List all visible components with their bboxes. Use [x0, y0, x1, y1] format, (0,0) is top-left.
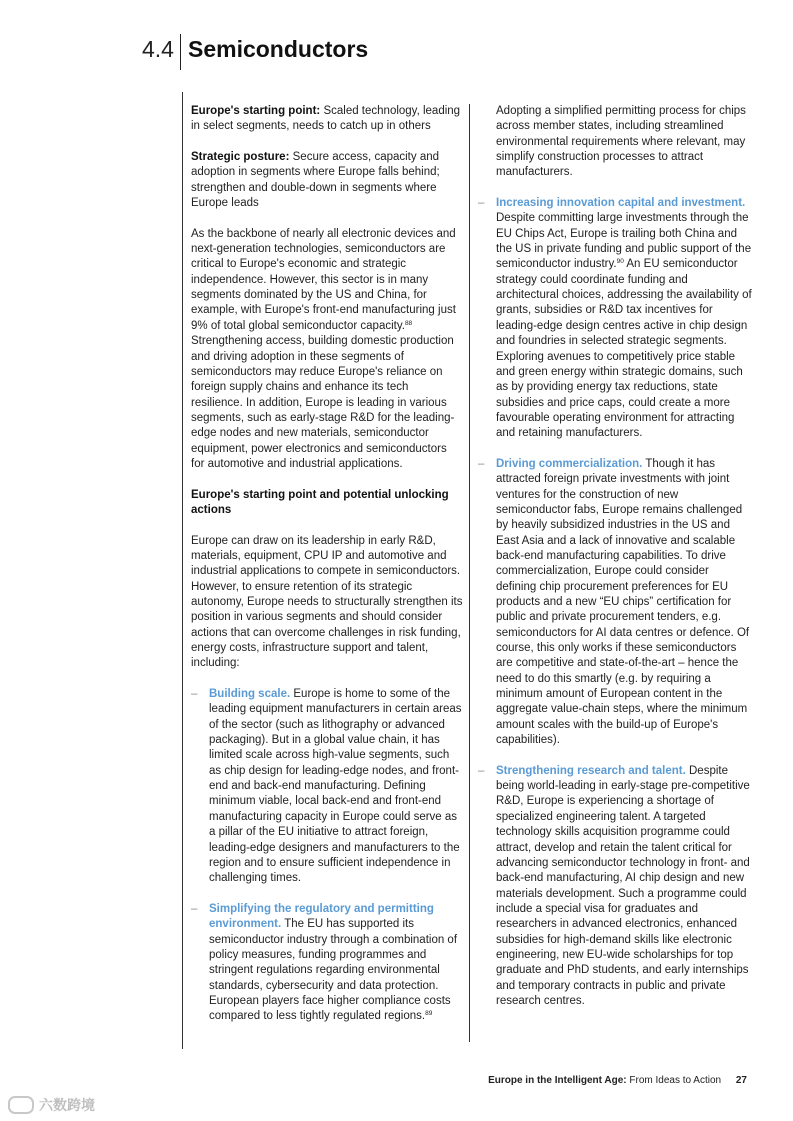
left-column-rule — [182, 92, 183, 1049]
permitting-continuation-paragraph: Adopting a simplified permitting process for chips across member states, including streamlined environmental requirements where relevant, may simplify construction processes to attract manufacturers. — [496, 105, 746, 179]
strategic-posture-paragraph: Strategic posture: Secure access, capacity and adoption in segments where Europe falls behind; strengthen and double-down in segments where Europe leads — [191, 151, 440, 210]
bullet-innovation-capital: – Increasing innovation capital and investment. Despite committing large investments through the EU Chips Act, Europe is trailing both China and the US in private funding and public support of the semiconductor industry.$^{90}$ An EU semiconductor strategy could coordinate funding and architectural choices, addressing the availability of grants, subsidies or R&D tax incentives for leading-edge design centres active in chip design and foundries in selected strategic segments. Exploring avenues to competitively price stable and green energy within strategic domains, such as by providing energy tax reductions, state subsidies and price caps, could create a more favourable operating environment for attracting and retaining manufacturers. — [478, 197, 752, 440]
page-number: 27 — [735, 1075, 747, 1086]
footnote-ref: 88 — [404, 319, 413, 327]
bullet-dash: – — [478, 764, 485, 777]
bullet-dash: – — [191, 902, 198, 915]
starting-point-paragraph: Europe's starting point: Scaled technology, leading in select segments, needs to catch up in others — [191, 105, 461, 133]
middle-column-rule — [469, 104, 470, 1042]
bullet-regulatory-environment: – Simplifying the regulatory and permitting environment. The EU has supported its semiconductor industry through a combination of policy measures, funding programmes and stringent regulations regarding environmental standards, cybersecurity and data protection. European players face higher compliance costs compared to less tightly regulated regions.$^{89}$ — [191, 902, 458, 1023]
bullet-dash: – — [191, 688, 198, 701]
page-footer — [488, 1075, 747, 1086]
right-column — [478, 104, 752, 1025]
footer-report-title: Europe in the Intelligent Age: — [488, 1075, 627, 1086]
footer-subtitle: From Ideas to Action — [629, 1075, 722, 1086]
actions-intro-paragraph: Europe can draw on its leadership in early R&D, materials, equipment, CPU IP and automotive and industrial applications to compete in semiconductors. However, to ensure retention of its strategic autonomy, Europe needs to structurally strengthen its position in various segments and should consider actions that can overcome challenges in risk funding, energy costs, infrastructure support and talent, including: — [191, 534, 463, 670]
bullet-dash: – — [478, 197, 485, 210]
section-number: 4.4 — [142, 36, 174, 62]
watermark — [8, 1095, 95, 1115]
bullet-building-scale: – Building scale. Europe is home to some of the leading equipment manufacturers in certain areas of the sector (such as lithography or advanced packaging). But in a global value chain, it has limited scale across high-value segments, such as chip design for leading-edge nodes, and front-end and back-end manufacturing. Defining minimum viable, local back-end and front-end manufacturing capacity in Europe could serve as a pillar of the EU initiative to attract foreign, leading-edge designers and manufacturers to the region and to ensure sufficient independence in challenging times. — [191, 688, 462, 885]
footnote-ref: 89 — [425, 1010, 433, 1018]
page-title: Semiconductors — [187, 36, 369, 62]
bullet-research-talent: – Strengthening research and talent. Despite being world-leading in early-stage pre-competitive R&D, Europe is experiencing a shortage of specialized engineering talent. A targeted technology skills acquisition programme could attract, develop and retain the talent critical for advancing semiconductor technology in front- and back-end manufacturing, AI chip design and new materials development. Such a programme could include a special visa for graduates and researchers in advanced electronics, enhanced subsidies for high-demand skills like electronic engineering, new EU-wide scholarships for top graduate and PhD students, and early internships and temporary contracts in public and private research centres. — [478, 764, 750, 1007]
section-header — [142, 34, 368, 70]
section-subheading: Europe's starting point and potential unlocking actions — [191, 488, 449, 516]
watermark-text: 六数跨境 — [39, 1097, 95, 1113]
bullet-commercialization: – Driving commercialization. Though it has attracted foreign private investments with joint ventures for the construction of new semiconductor fabs, Europe remains challenged by heavily subsidized industries in the US and East Asia and a lack of innovative and scalable back-end manufacturing capabilities. To drive commercialization, Europe could consider defining chip procurement preferences for EU products and a new “EU chips” certification for public and private procurement tenders, e.g. semiconductors for AI data centres or defence. Of course, this only works if these semiconductors are competitive and state-of-the-art – hence the need to do this smartly (e.g. by requiring a minimum amount of European content in the aggregate value-chain steps, where the minimum amount scales with the build-up of Europe's capabilities). — [478, 457, 750, 747]
bullet-dash: – — [478, 457, 485, 470]
footnote-ref: 90 — [616, 258, 624, 266]
left-column — [191, 104, 463, 1040]
watermark-logo-icon — [8, 1096, 34, 1114]
intro-paragraph: As the backbone of nearly all electronic devices and next-generation technologies, semiconductors are critical to Europe's economic and strategic independence. However, this sector is in many segments dominated by the US and China, for example, with Europe's front-end manufacturing just 9% of total global semiconductor capacity.$^{88}$ Strengthening access, building domestic production and driving adoption in these segments of semiconductors may reduce Europe's reliance on foreign supply chains and enhance its tech resilience. In addition, Europe is leading in various segments, such as early-stage R&D for the leading-edge nodes and new materials, semiconductor equipment, power electronics and semiconductors for automotive and industrial applications. — [191, 227, 456, 470]
